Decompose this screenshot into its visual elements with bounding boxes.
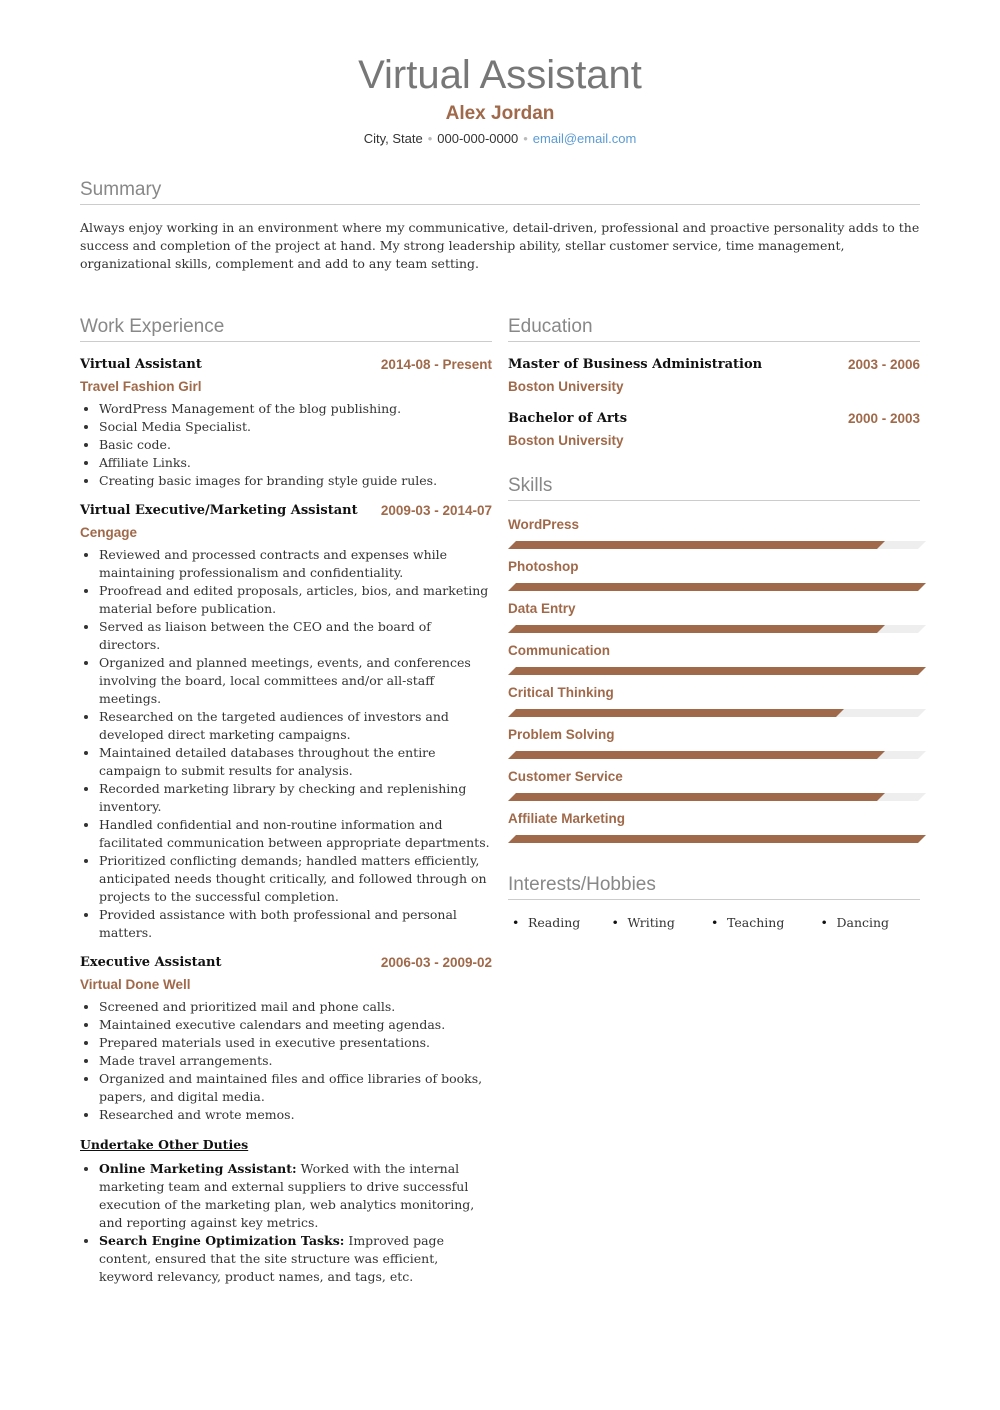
section-heading: Education [508,315,920,342]
education-entry [508,356,920,396]
skill-name: Photoshop [508,559,579,574]
school: Boston University [508,379,624,394]
skill-item [508,599,920,633]
skill-name: Communication [508,643,611,658]
phone: 000-000-0000 [437,131,519,146]
job-bullets [80,400,492,490]
job-header [80,502,492,520]
job-dates: 2009-03 - 2014-07 [380,503,492,518]
job-entry [80,356,492,490]
hobby-item: • Reading [512,914,612,932]
bullet-item: • Recorded marketing library by checking and replenishing inventory. [99,780,492,816]
bullet-item: • Handled confidential and non-routine information and facilitated communication between appropriate departments. [99,816,492,852]
duty-text: Improved page content, ensured that the site structure was efficient, keyword relevancy, product names, and tags, etc. [99,1233,444,1284]
job-organization: Cengage [80,525,138,540]
skill-item [508,725,920,759]
hobby-item: • Writing [612,914,712,932]
separator-dot: • [427,131,433,146]
skill-name: Customer Service [508,769,623,784]
skill-bar [508,709,926,717]
skill-bar [508,835,926,843]
skill-bar [508,667,926,675]
skill-bar-fill [508,835,926,843]
bullet-item: • Social Media Specialist. [99,418,492,436]
job-header [80,356,492,374]
bullet-item: • Researched and wrote memos. [99,1106,492,1124]
location: City, State [363,131,423,146]
job-entry [80,502,492,942]
bullet-item: • Organized and maintained files and office libraries of books, papers, and digital media. [99,1070,492,1106]
skill-name: Affiliate Marketing [508,811,626,826]
education-header [508,410,920,428]
duty-label: Online Marketing Assistant: [99,1161,297,1176]
bullet-item: • Made travel arrangements. [99,1052,492,1070]
skill-bar [508,583,926,591]
candidate-name: Alex Jordan [445,103,555,124]
skill-item [508,515,920,549]
section-heading: Skills [508,474,920,501]
resume-title: Virtual Assistant [358,53,642,97]
skill-name: Data Entry [508,601,576,616]
education-entry [508,410,920,450]
resume-header [0,0,1000,148]
job-header [80,954,492,972]
bullet-item: • Prepared materials used in executive presentations. [99,1034,492,1052]
job-bullets [80,998,492,1124]
work-experience-section [80,315,492,1286]
duty-text: Worked with the internal marketing team and external suppliers to drive successful execution of the marketing plan, web analytics monitoring, and reporting against key metrics. [99,1161,475,1230]
job-dates: 2014-08 - Present [380,357,492,372]
skill-bar-fill [508,667,926,675]
skill-item [508,641,920,675]
bullet-item: • Affiliate Links. [99,454,492,472]
section-heading: Summary [80,178,920,205]
skill-name: WordPress [508,517,580,532]
contact-line [0,130,1000,148]
other-duties-heading: Undertake Other Duties [80,1137,249,1152]
bullet-item: • Provided assistance with both professional and personal matters. [99,906,492,942]
skill-bar-fill [508,751,885,759]
skill-bar [508,625,926,633]
job-dates: 2006-03 - 2009-02 [380,955,492,970]
section-heading: Work Experience [80,315,492,342]
bullet-item: • WordPress Management of the blog publishing. [99,400,492,418]
skill-bar-fill [508,793,885,801]
skill-item [508,809,920,843]
job-entry [80,954,492,1124]
skill-bar [508,751,926,759]
separator-dot: • [523,131,528,146]
skill-bar [508,541,926,549]
bullet-item: • Basic code. [99,436,492,454]
duty-label: Search Engine Optimization Tasks: [99,1233,345,1248]
job-organization: Virtual Done Well [80,977,191,992]
skill-item [508,683,920,717]
bullet-item: • Maintained executive calendars and meeting agendas. [99,1016,492,1034]
section-heading: Interests/Hobbies [508,873,920,900]
bullet-item: • Screened and prioritized mail and phone calls. [99,998,492,1016]
education-dates: 2000 - 2003 [847,411,920,426]
other-duty-item [99,1232,492,1286]
degree: Bachelor of Arts [508,411,628,426]
education-header [508,356,920,374]
summary-section [80,178,920,273]
job-title: Virtual Executive/Marketing Assistant [80,503,358,518]
bullet-item: • Prioritized conflicting demands; handled matters efficiently, anticipated needs thought critically, and followed through on projects to the successful completion. [99,852,492,906]
skill-bar-fill [508,541,885,549]
bullet-item: • Proofread and edited proposals, articles, bios, and marketing material before publication. [99,582,492,618]
hobby-item: • Teaching [711,914,820,932]
job-title: Executive Assistant [80,955,222,970]
bullet-item: • Creating basic images for branding style guide rules. [99,472,492,490]
skill-bar-fill [508,625,885,633]
other-duty-item [99,1160,492,1232]
bullet-item: • Served as liaison between the CEO and the board of directors. [99,618,492,654]
skill-bar [508,793,926,801]
bullet-item: • Maintained detailed databases throughout the entire campaign to submit results for analysis. [99,744,492,780]
job-bullets [80,546,492,942]
bullet-item: • Organized and planned meetings, events, and conferences involving the board, local committees and/or all-staff meetings. [99,654,492,708]
summary-text: Always enjoy working in an environment where my communicative, detail-driven, professional and proactive personality adds to the success and completion of the project at hand. My strong leadership ability, stellar customer service, time management, organizational skills, complement and add to any team setting. [80,220,920,271]
skill-bar-fill [508,709,844,717]
job-title: Virtual Assistant [80,357,202,372]
skill-name: Critical Thinking [508,685,614,700]
skill-item [508,767,920,801]
right-column [508,315,920,932]
job-organization: Travel Fashion Girl [80,379,202,394]
email-link[interactable]: email@email.com [532,131,637,146]
skill-bar-fill [508,583,926,591]
degree: Master of Business Administration [508,357,763,372]
skill-item [508,557,920,591]
hobby-item: • Dancing [820,914,920,932]
skill-name: Problem Solving [508,727,615,742]
bullet-item: • Reviewed and processed contracts and expenses while maintaining professionalism and confidentiality. [99,546,492,582]
school: Boston University [508,433,624,448]
education-dates: 2003 - 2006 [847,357,920,372]
bullet-item: • Researched on the targeted audiences of investors and developed direct marketing campaigns. [99,708,492,744]
